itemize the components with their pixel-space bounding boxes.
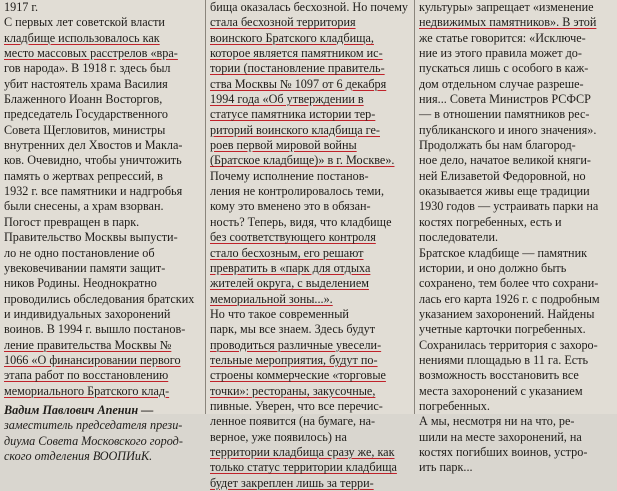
text-line: мемориального Братского клад- (4, 383, 170, 398)
text-line: Но что такое современный (210, 306, 349, 321)
text-line: жителей округа, с выделением (210, 276, 369, 291)
text-line: 1930 годов — устраивать парки на (419, 199, 599, 214)
text-line: кому это вменено это в обязан- (210, 199, 371, 214)
text-line: ить парк... (419, 460, 473, 475)
text-line: лась его карта 1926 г. с подробным (419, 291, 600, 306)
text-line: недвижимых памятников». В этой (419, 15, 597, 30)
text-line: культуры» запрещает «изменение (419, 0, 594, 14)
text-line: возможность восстановить все (419, 368, 579, 383)
text-line: ное дело, начатое великой княги- (419, 153, 591, 168)
text-line: 1932 г. все памятники и надгробья (4, 184, 183, 199)
text-line: А мы, несмотря ни на что, ре- (419, 414, 575, 429)
text-line: костях погребенных, есть и (419, 214, 562, 229)
text-line: превратить в «парк для отдыха (210, 260, 371, 275)
column-divider (414, 0, 415, 414)
text-line: тельные мероприятия, будут по- (210, 352, 378, 367)
text-line: же статье говорится: «Исключе- (419, 30, 586, 45)
text-line: 1066 «О финансировании первого (4, 352, 181, 367)
text-line: Блаженного Иоанн Восторгов, (4, 92, 163, 107)
text-line: 1994 года «Об утверждении в (210, 92, 364, 107)
text-line: без соответствующего контроля (210, 230, 376, 245)
text-line: были снесены, а храм взорван. (4, 199, 164, 214)
text-line: воинского Братского кладбища, (210, 30, 374, 45)
text-line: проводились обследования братских (4, 291, 195, 306)
text-line: нениями площадью в 11 га. Есть (419, 352, 589, 367)
text-line: память о жертвах репрессий, в (4, 168, 163, 183)
text-line: увековечивании памяти защит- (4, 260, 166, 275)
text-line: Погост превращен в парк. (4, 214, 140, 229)
text-line: ленное появится (на бумаге, на- (210, 414, 376, 429)
text-line: гов народа». В 1918 г. здесь был (4, 61, 171, 76)
text-line: погребенных. (419, 398, 490, 413)
text-line: верное, уже появилось) на (210, 429, 347, 444)
text-line: пускаться лишь с особого в каж- (419, 61, 589, 76)
text-line: статусе памятника истории тер- (210, 107, 376, 122)
article-column-1 (4, 0, 200, 463)
text-line: точки»: рестораны, закусочные, (210, 383, 376, 398)
text-line: строены коммерческие «торговые (210, 368, 386, 383)
text-line: внутренних дел Хвостов и Макла- (4, 138, 183, 153)
text-line: костях погибших воинов, устро- (419, 444, 588, 459)
text-line: дом отдельном случае разреше- (419, 76, 584, 91)
author-signature-line: Вадим Павлович Апенин — (4, 402, 154, 417)
text-line: оказывается живы еще традиции (419, 184, 590, 199)
text-line: места захоронений с указанием (419, 383, 583, 398)
text-line: этапа работ по восстановлению (4, 368, 169, 383)
text-line: пивные. Уверен, что все перечис- (210, 398, 383, 413)
text-line: убит настоятель храма Василия (4, 76, 168, 91)
text-line: — в отношении памятников рес- (419, 107, 590, 122)
text-line: последователи. (419, 230, 499, 245)
text-line: будет закреплен лишь за терри- (210, 475, 374, 490)
text-line: и индивидуальных захоронений (4, 306, 171, 321)
text-line: стало бесхозным, его решают (210, 245, 364, 260)
author-signature-line: ского отделения ВООПИиК. (4, 448, 153, 463)
text-line: ло не одно постановление об (4, 245, 155, 260)
text-line: парк, мы все знаем. Здесь будут (210, 322, 376, 337)
column-divider (205, 0, 206, 414)
text-line: Братское кладбище — памятник (419, 245, 588, 260)
text-line: воинов. В 1994 г. вышло постанов- (4, 322, 186, 337)
text-line: риторий воинского кладбища ге- (210, 122, 380, 137)
article-column-2 (210, 0, 410, 490)
text-line: место массовых расстрелов «вра- (4, 46, 178, 61)
text-line: шили на месте захоронений, на (419, 429, 582, 444)
text-line: только статус территории кладбища (210, 460, 397, 475)
text-line: учетные карточки погребенных. (419, 322, 586, 337)
text-line: ников Родины. Неоднократно (4, 276, 157, 291)
text-line: мемориальной зоны...». (210, 291, 333, 306)
text-line: роев первой мировой войны (210, 138, 357, 153)
text-line: Совета Щегловитов, министры (4, 122, 166, 137)
author-signature-line: заместитель председателя прези- (4, 418, 183, 433)
author-signature-line: диума Совета Московского город- (4, 433, 183, 448)
text-line: стала бесхозной территория (210, 15, 356, 30)
text-line: (Братское кладбище)» в г. Москве». (210, 153, 395, 168)
text-line: сохранено, тем более что сохрани- (419, 276, 599, 291)
text-line: истории, и оно должно быть (419, 260, 567, 275)
text-line: С первых лет советской власти (4, 15, 165, 30)
text-line: ние из этого правила может до- (419, 46, 582, 61)
text-line: 1917 г. (4, 0, 39, 14)
article-column-3 (419, 0, 615, 475)
text-line: кладбище использовалось как (4, 30, 160, 45)
text-line: тории (постановление правитель- (210, 61, 385, 76)
text-line: ление правительства Москвы № (4, 337, 172, 352)
text-line: указанием захоронений. Найдены (419, 306, 595, 321)
text-line: Продолжать бы нам благород- (419, 138, 576, 153)
text-line: бища оказалась бесхозной. Но почему (210, 0, 408, 14)
text-line: ней Елизаветой Федоровной, но (419, 168, 586, 183)
text-line: ства Москвы № 1097 от 6 декабря (210, 76, 387, 91)
text-line: ления не контролировалось теми, (210, 184, 384, 199)
text-line: публиканского и иного значения». (419, 122, 597, 137)
text-line: которое является памятником ис- (210, 46, 383, 61)
text-line: ков. Очевидно, чтобы уничтожить (4, 153, 182, 168)
text-line: Правительство Москвы выпусти- (4, 230, 178, 245)
text-line: ния... Совета Министров РСФСР (419, 92, 591, 107)
text-line: территории кладбища сразу же, как (210, 444, 395, 459)
text-line: Сохранилась территория с захоро- (419, 337, 598, 352)
text-line: председатель Государственного (4, 107, 168, 122)
text-line: Почему исполнение постанов- (210, 168, 369, 183)
text-line: ность? Теперь, видя, что кладбище (210, 214, 392, 229)
text-line: проводиться различные увесели- (210, 337, 382, 352)
